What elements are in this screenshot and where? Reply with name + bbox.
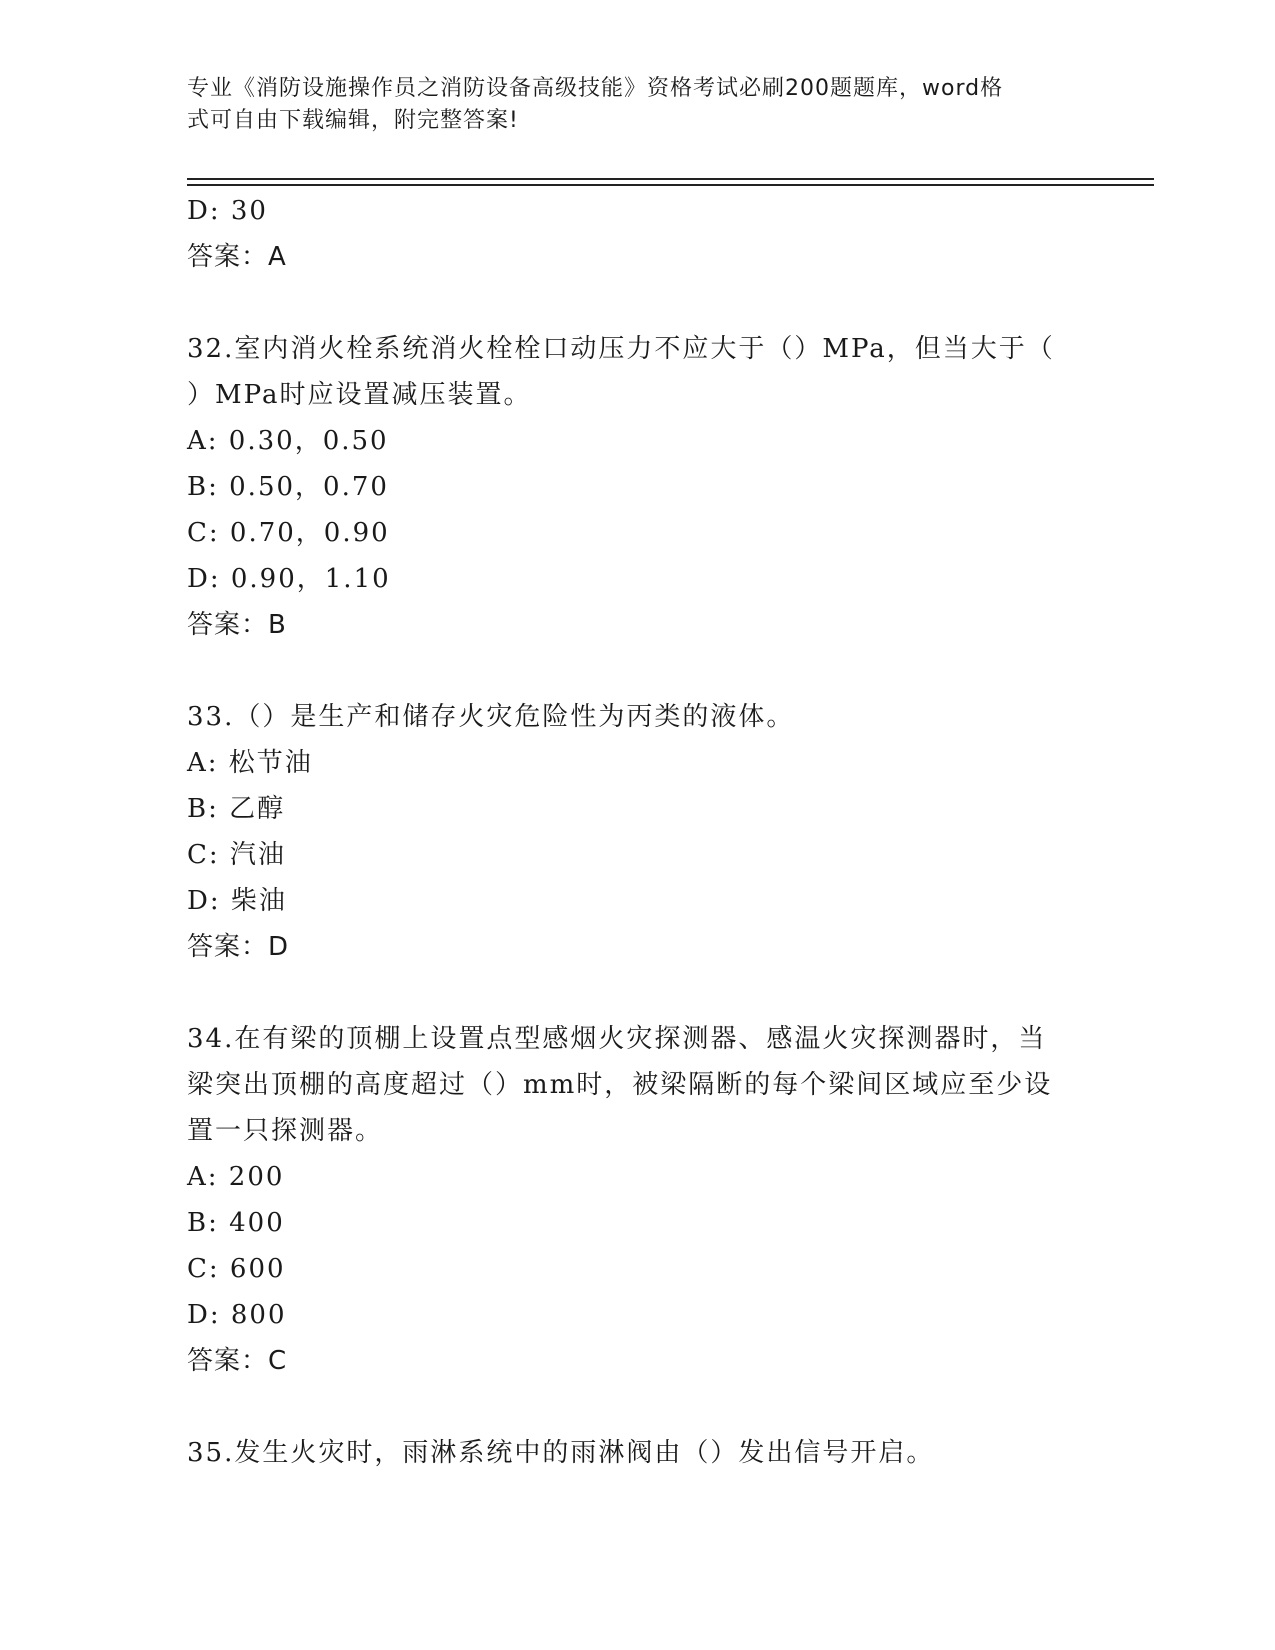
option-d: D: 0.90，1.10 (187, 564, 391, 594)
spacer (187, 1384, 1077, 1430)
question-text-line-1: 33.（）是生产和储存火灾危险性为丙类的液体。 (187, 702, 795, 732)
question-text-line-2: 梁突出顶棚的高度超过（）mm时，被梁隔断的每个梁间区域应至少设 (187, 1070, 1053, 1100)
spacer (187, 648, 1077, 694)
question-33 (187, 694, 1077, 970)
answer: 答案：C (187, 1346, 288, 1376)
question-32 (187, 326, 1077, 648)
option-a: A: 200 (187, 1162, 285, 1192)
option-c: C: 汽油 (187, 840, 286, 870)
spacer (187, 280, 1077, 326)
option-c: C: 600 (187, 1254, 286, 1284)
previous-question-tail (187, 188, 1077, 280)
header-line-1: 专业《消防设施操作员之消防设备高级技能》资格考试必刷200题题库，word格 (187, 76, 1004, 101)
option-b: B: 乙醇 (187, 794, 286, 824)
option-a: A: 松节油 (187, 748, 313, 778)
header-divider-bottom (187, 184, 1154, 186)
answer: 答案：B (187, 610, 287, 640)
question-text-line-3: 置一只探测器。 (187, 1116, 384, 1146)
option-d: D: 柴油 (187, 886, 287, 916)
spacer (187, 970, 1077, 1016)
answer: 答案：D (187, 932, 290, 962)
question-text-line-1: 35.发生火灾时，雨淋系统中的雨淋阀由（）发出信号开启。 (187, 1438, 935, 1468)
question-35 (187, 1430, 1077, 1476)
header-line-2: 式可自由下载编辑，附完整答案! (187, 108, 519, 133)
question-34 (187, 1016, 1077, 1384)
option-b: B: 0.50，0.70 (187, 472, 389, 502)
option-d: D: 800 (187, 1300, 287, 1330)
option-d: D: 30 (187, 196, 268, 226)
option-a: A: 0.30，0.50 (187, 426, 389, 456)
question-text-line-2: ）MPa时应设置减压装置。 (187, 380, 532, 410)
answer: 答案：A (187, 242, 287, 272)
question-text-line-1: 34.在有梁的顶棚上设置点型感烟火灾探测器、感温火灾探测器时，当 (187, 1024, 1047, 1054)
header-divider-top (187, 178, 1154, 180)
page-header (187, 73, 1067, 137)
question-text-line-1: 32.室内消火栓系统消火栓栓口动压力不应大于（）MPa，但当大于（ (187, 334, 1055, 364)
option-c: C: 0.70，0.90 (187, 518, 390, 548)
option-b: B: 400 (187, 1208, 285, 1238)
document-body (187, 188, 1077, 1476)
